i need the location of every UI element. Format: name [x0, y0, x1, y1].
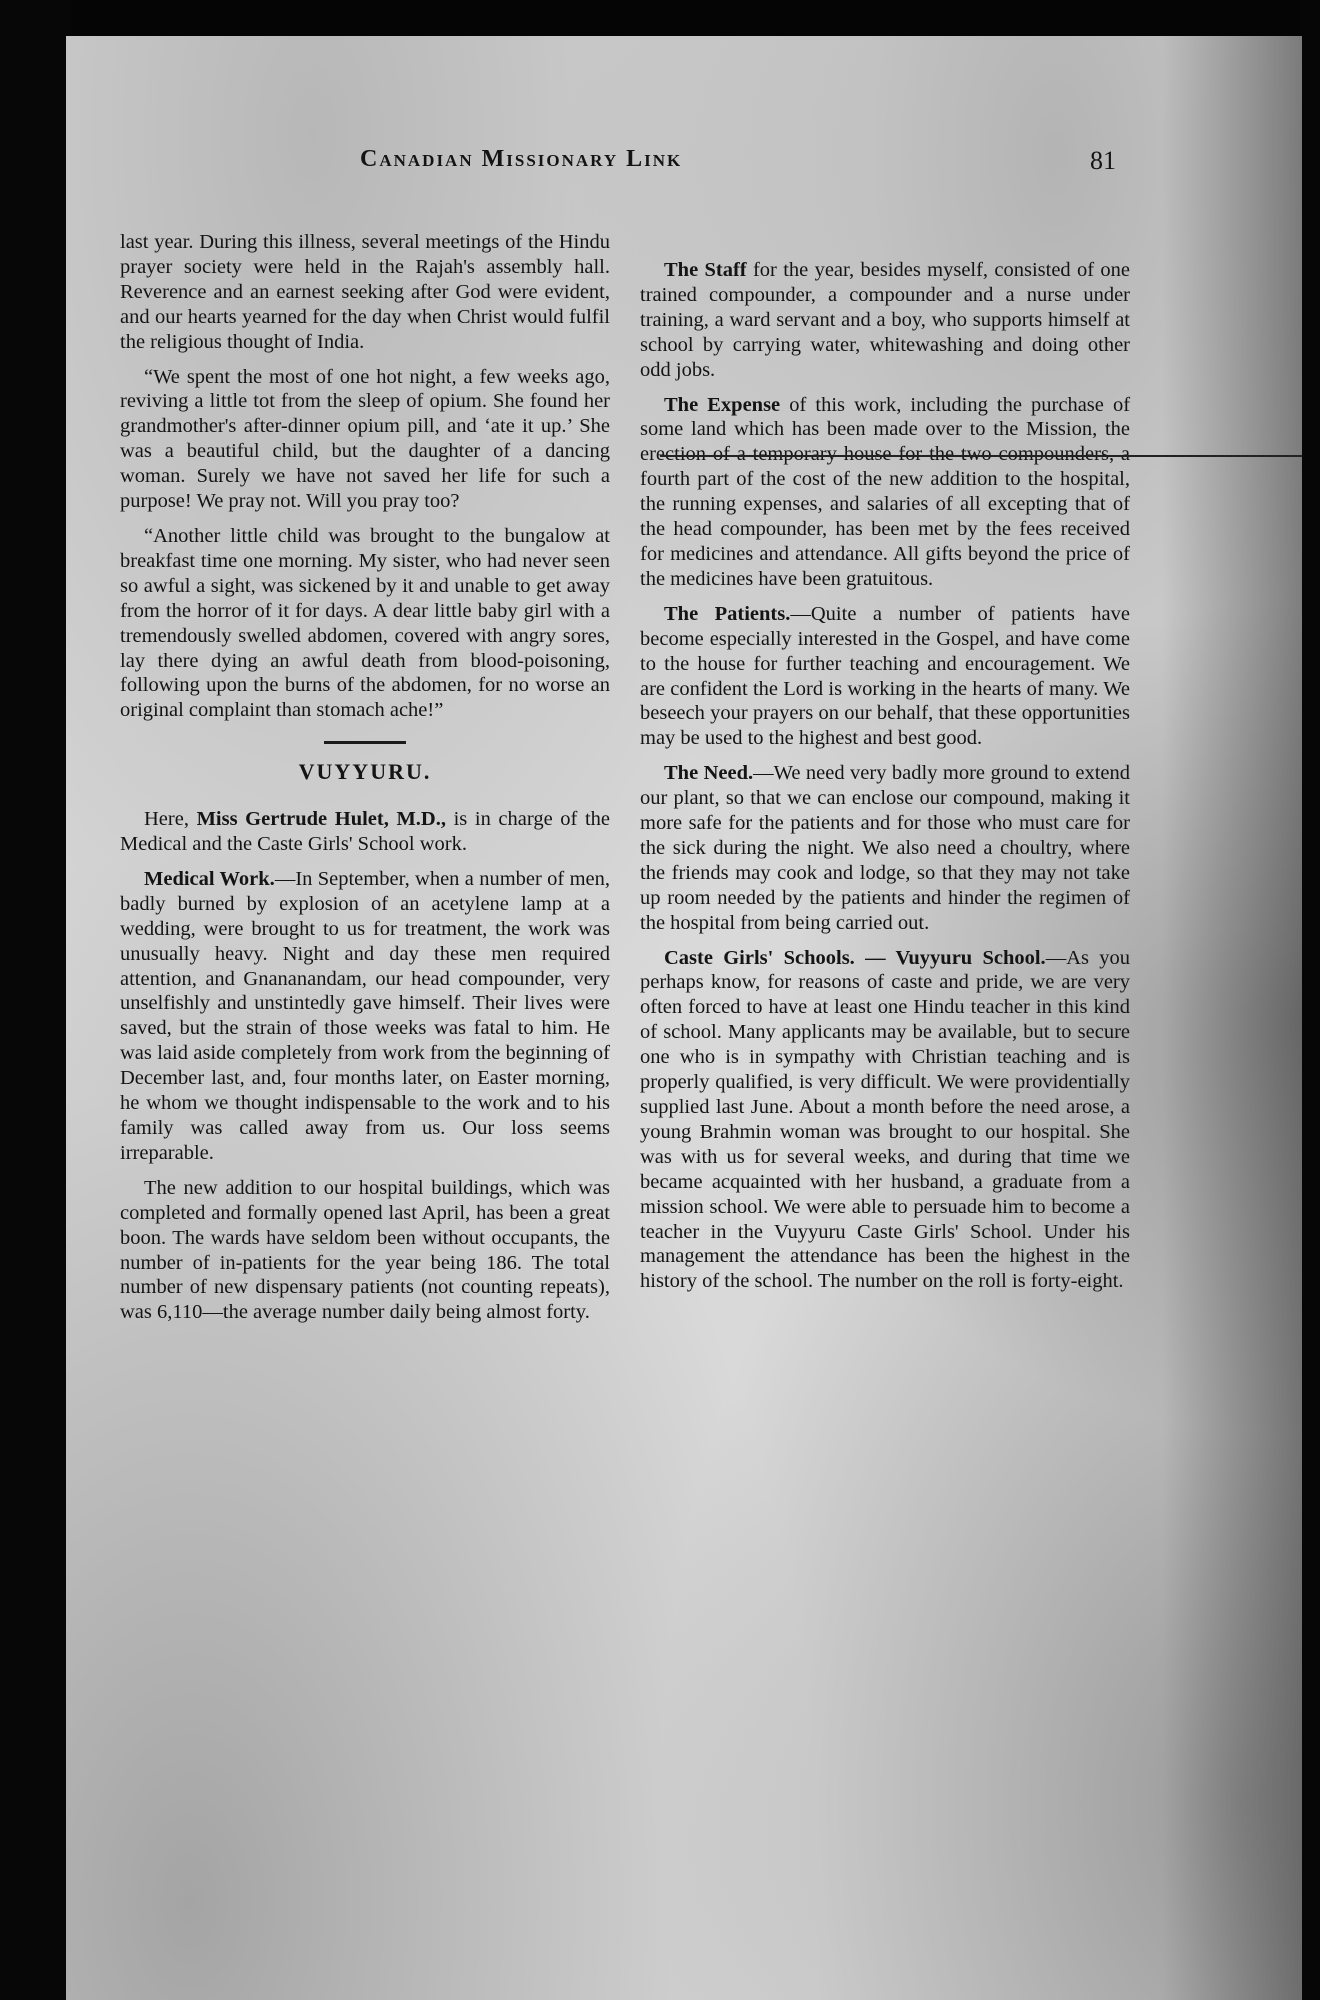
paragraph: “We spent the most of one hot night, a few weeks ago, reviving a little tot from the sleep of opium. She found her grandmother's after-dinner opium pill, and ‘ate it up.’ She was a beautiful child, but the daughter of a dancing woman. Surely we have not saved her life for such a purpose! We pray not. Will you pray too?	[120, 365, 610, 513]
film-border-right	[1300, 0, 1320, 2000]
paragraph-heading: The Need.	[664, 762, 754, 785]
paragraph: The new addition to our hospital buildings, which was completed and formally opened last April, has been a great boon. The wards have seldom been without occupants, the number of in-patients for the year being 186. The total number of new dispensary patients (not counting repeats), was 6,110—the average number daily being almost forty.	[120, 1176, 610, 1324]
paragraph	[640, 946, 1130, 1295]
page-shadow	[1162, 36, 1302, 2000]
paragraph: last year. During this illness, several meetings of the Hindu prayer society were held in the Rajah's assembly hall. Reverence and an earnest seeking after God were evident, and our hearts yearned for the day when Christ would fulfil the religious thought of India.	[120, 231, 610, 353]
person-name: Miss Gertrude Hulet, M.D.,	[196, 808, 446, 831]
paragraph: “Another little child was brought to the bungalow at breakfast time one morning. My sister, who had never seen so awful a sight, was sickened by it and unable to get away from the horror of it for days. A dear little baby girl with a tremendously swelled abdomen, covered with angry sores, lay there dying an awful death from blood-poisoning, following upon the burns of the abdomen, for no worse an original complaint than stomach ache!”	[120, 524, 610, 722]
paragraph-heading: The Patients.	[664, 602, 791, 625]
film-border-left	[0, 0, 70, 2000]
section-divider	[324, 741, 406, 744]
text-span: for the year, besides myself, consisted of one trained compounder, a compounder and a nurse under training, a ward servant and a boy, who supports himself at school by carrying water, whitewashing and doing other odd jobs.	[640, 259, 1131, 381]
paragraph-heading: Caste Girls' Schools. — Vuyyuru School.	[664, 946, 1046, 969]
text-span: —In September, when a number of men, badly burned by explosion of an acetylene lamp at a wedding, were brought to us for treatment, the work was unusually heavy. Night and day these men required attention, and Gnananandam, our head compounder, very unselfishly and unstintedly gave himself. Their lives were saved, but the strain of those weeks was fatal to him. He was laid aside completely from work from the beginning of December last, and, four months later, on Easter morning, he whom we thought indispensable to the work and to his family was called away from us. Our loss seems irreparable.	[120, 867, 611, 1164]
paragraph	[120, 807, 610, 857]
text-span: —As you perhaps know, for reasons of caste and pride, we are very often forced to have at least one Hindu teacher in this kind of school. Many applicants may be available, but to secure one who is in sympathy with Christian teaching and is properly qualified, is very difficult. We were providentially supplied last June. About a month before the need arose, a young Brahmin woman was brought to our hospital. She was with us for several weeks, and during that time we became acquainted with her husband, a graduate from a mission school. We were able to persuade him to become a teacher in the Vuyyuru Caste Girls' School. Under his management the attendance has been the highest in the history of the school. The number on the roll is forty-eight.	[640, 946, 1130, 1293]
text-span: —Quite a number of patients have become especially interested in the Gospel, and have come to the house for further teaching and encouragement. We are confident the Lord is working in the hearts of many. We beseech your prayers on our behalf, that these opportunities may be used to the highest and best good.	[640, 602, 1130, 750]
text-span: of this work, including the purchase of some land which has been made over to the Mission, the erection of a temporary house for the two compounders, a fourth part of the cost of the new addition to the hospital, the running expenses, and salaries of all excepting that of the head compounder, has been met by the fees received for medicines and attendance. All gifts beyond the price of the medicines have been gratuitous.	[640, 393, 1131, 590]
right-column	[640, 258, 1130, 1304]
running-title: Canadian Missionary Link	[360, 146, 683, 172]
paragraph	[640, 258, 1130, 383]
paragraph-heading: Medical Work.	[144, 867, 275, 890]
paragraph-heading: The Expense	[664, 393, 781, 416]
text-span: Here,	[144, 808, 189, 831]
paragraph-heading: The Staff	[664, 259, 747, 281]
section-title: VUYYURU.	[298, 759, 432, 785]
page-number: 81	[1090, 146, 1116, 175]
paragraph	[120, 867, 610, 1166]
text-span: is in charge of the Medical and the Caste Girls' School work.	[120, 808, 611, 856]
text-span: —We need very badly more ground to extend our plant, so that we can enclose our compound, making it more safe for the patients and for those who must care for the sick during the night. We also need a choultry, where the friends may cook and lodge, so that they may not take up room needed by the patients and hinder the regimen of the hospital from being carried out.	[640, 762, 1131, 934]
paragraph	[640, 393, 1130, 592]
paragraph	[640, 761, 1130, 935]
paragraph	[640, 602, 1130, 751]
scan-artifact-line	[660, 455, 1302, 457]
left-column	[120, 230, 610, 1335]
film-border-top	[0, 0, 1320, 38]
